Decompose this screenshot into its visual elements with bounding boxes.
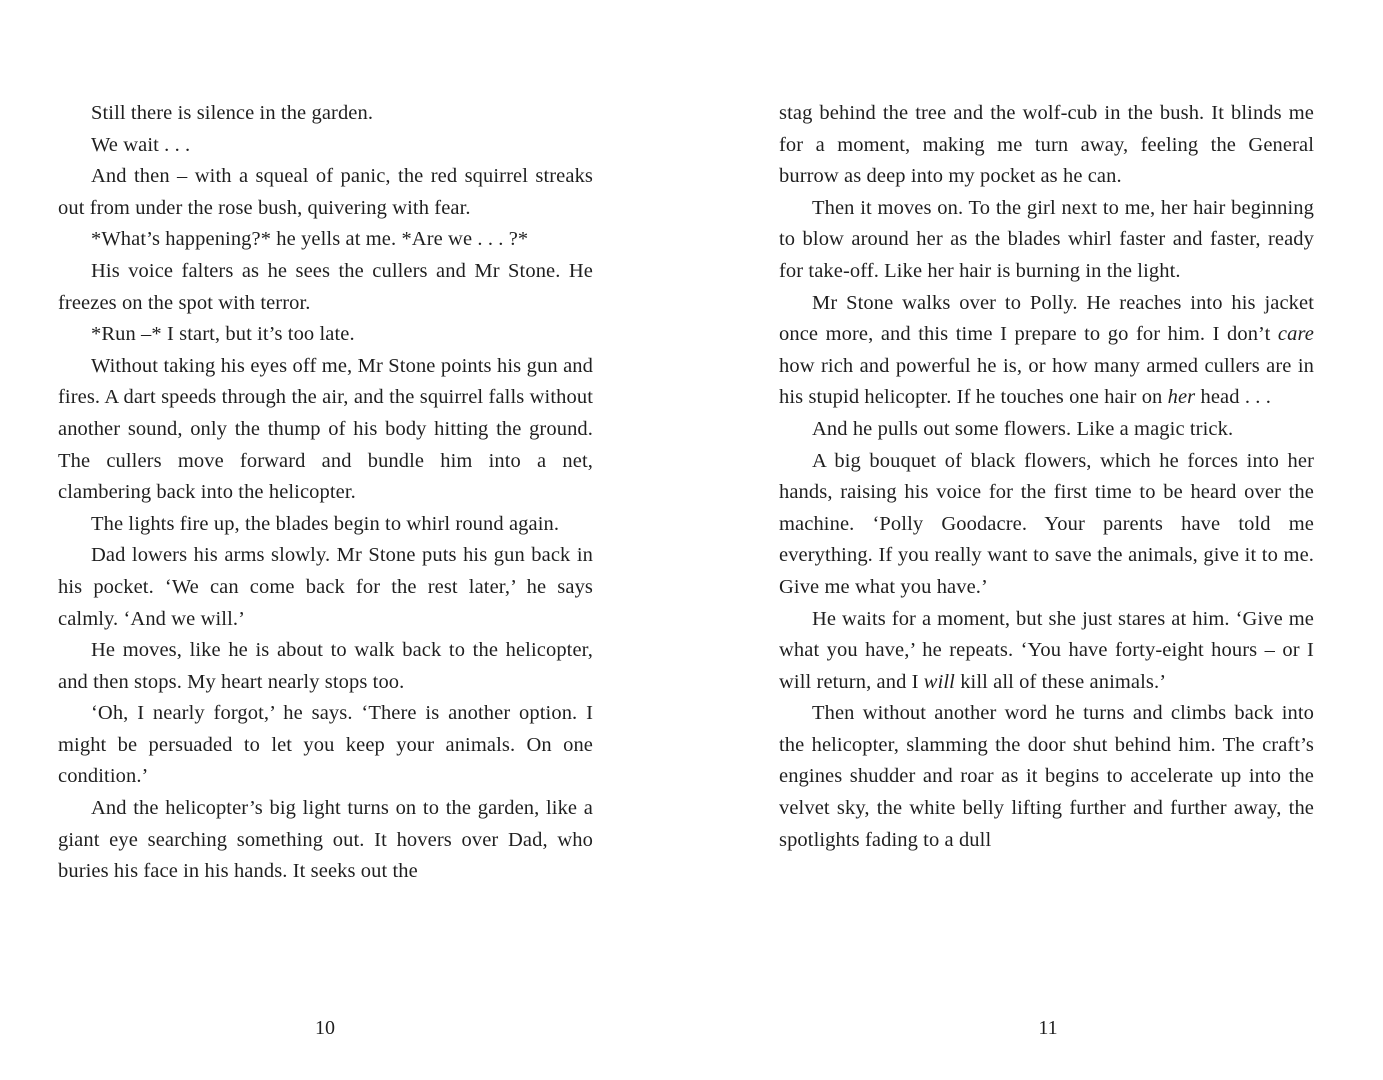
paragraph: Dad lowers his arms slowly. Mr Stone puts his gun back in his pocket. ‘We can come back for the rest later,’ he says calmly. ‘And we will.’: [58, 544, 593, 630]
page-number-left: 10: [315, 1017, 335, 1039]
emphasis: her: [1167, 386, 1196, 409]
paragraph-continuation: stag behind the tree and the wolf-cub in the bush. It blinds me for a moment, making me turn away, feeling the General burrow as deep into my pocket as he can.: [779, 102, 1314, 188]
page-number-right: 11: [1038, 1017, 1058, 1039]
right-page: [779, 98, 1314, 856]
paragraph: Then it moves on. To the girl next to me, her hair beginning to blow around her as the blades whirl faster and faster, ready for take-off. Like her hair is burning in the light.: [779, 196, 1314, 282]
paragraph: We wait . . .: [91, 133, 191, 156]
paragraph: ‘Oh, I nearly forgot,’ he says. ‘There is another option. I might be persuaded to let you keep your animals. On one condition.’: [58, 702, 593, 788]
paragraph: *What’s happening?* he yells at me. *Are we . . . ?*: [91, 228, 529, 251]
paragraph: And the helicopter’s big light turns on to the garden, like a giant eye searching something out. It hovers over Dad, who buries his face in his hands. It seeks out the: [58, 797, 593, 883]
paragraph: Still there is silence in the garden.: [91, 102, 374, 124]
text-run: how rich and powerful he is, or how many armed cullers are in his stupid helicopter. If he touches one hair on: [779, 354, 1314, 409]
text-run: kill all of these animals.’: [954, 670, 1167, 693]
emphasis: care: [1277, 323, 1314, 346]
left-page: [58, 98, 593, 888]
text-run: head . . .: [1195, 386, 1271, 409]
emphasis: will: [923, 670, 955, 693]
paragraph: The lights fire up, the blades begin to whirl round again.: [91, 512, 560, 535]
paragraph: [779, 604, 1314, 699]
text-run: He waits for a moment, but she just stares at him. ‘Give me what you have,’ he repeats. ‘You have forty-eight hours – or I will return, and I: [779, 607, 1314, 693]
paragraph: And he pulls out some flowers. Like a magic trick.: [812, 417, 1234, 440]
paragraph: Then without another word he turns and climbs back into the helicopter, slamming the door shut behind him. The craft’s engines shudder and roar as it begins to accelerate up into the velvet sky, the white belly lifting further and further away, the spotlights fading to a dull: [779, 702, 1314, 851]
paragraph: A big bouquet of black flowers, which he forces into her hands, raising his voice for the first time to be heard over the machine. ‘Polly Goodacre. Your parents have told me everything. If you really want to save the animals, give it to me. Give me what you have.’: [779, 449, 1314, 598]
text-run: Mr Stone walks over to Polly. He reaches into his jacket once more, and this time I prepare to go for him. I don’t: [779, 291, 1314, 346]
paragraph: And then – with a squeal of panic, the red squirrel streaks out from under the rose bush, quivering with fear.: [58, 165, 593, 219]
paragraph: His voice falters as he sees the cullers and Mr Stone. He freezes on the spot with terror.: [58, 259, 593, 314]
paragraph: [779, 288, 1314, 414]
paragraph: Without taking his eyes off me, Mr Stone points his gun and fires. A dart speeds through the air, and the squirrel falls without another sound, only the thump of his body hitting the ground. The cullers move forward and bundle him into a net, clambering back into the helicopter.: [58, 354, 593, 504]
paragraph: He moves, like he is about to walk back to the helicopter, and then stops. My heart nearly stops too.: [58, 639, 593, 693]
paragraph: *Run –* I start, but it’s too late.: [91, 323, 355, 346]
